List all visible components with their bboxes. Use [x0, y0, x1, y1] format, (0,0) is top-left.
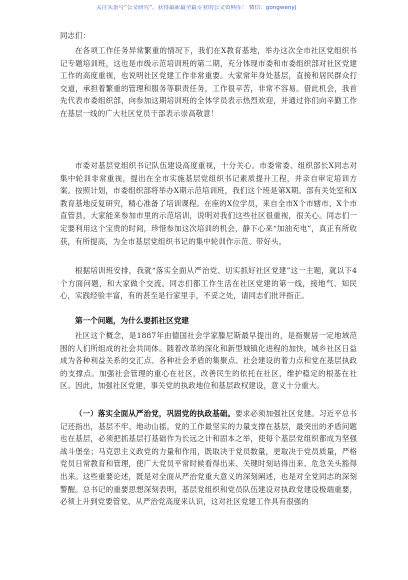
section-paragraph-1: 社区这个概念，是1887年由德国社会学家滕尼斯最早提出的，是指聚居一定地域范围的人们所组成的社会共同体。随着改革的深化和新型城镇化进程的加快，城乡社区日益成为各种利益关系的交汇点、各种社会矛盾的集聚点、社会建设的着力点和党在基层执政的支撑点。加强社会管理的重心在社区，改善民生的依托在社区，维护稳定的根基在社区。因此，加强社区党建，事关党的执政地位和基层政权建设，意义十分重大。	[60, 331, 357, 391]
subsection-heading: （一）落实全面从严治党，巩固党的执政基础。	[75, 409, 236, 418]
top-banner[interactable]: 关注头条号“公文研究”，获得最新最全最专业的公文资料库！ 微信：gongwenyj	[96, 5, 297, 11]
subsection-text: 要求必须加强社区党建。习近平总书记还指出，基层不牢、地动山摇。党的工作最坚实的力量支撑在基层，最突出的矛盾问题也在基层，必须把抓基层打基础作为长远之计和固本之举，使每个基层党组织都成为坚强战斗堡垒；马克思主义政党的力量和作用，既取决于党员数量，更取决于党员质量，严格党员日常教育和管理，使广大党员平常时候看得出来、关键时刻站得出来、危急关头豁得出来。这些重要论述，既是对全面从严治党重大意义的深刻阐述，也是对全党同志的深刻警醒。总书记的重要思想深刻表明，基层党组织和党员队伍建设对执政党建设极端重要，必须上升到党要管党、从严治党高度来认识，这对社区党建工作具有很强的	[60, 409, 357, 507]
paragraph-2: 市委对基层党组织书记队伍建设高度重视，十分关心。市委常委、组织部长X同志对集中轮训非常重视，提出在全市实施基层党组织书记素质提升工程，并亲自审定培训方案。按照计划，市委组织部将举办X期示范培训班，我们这个班是第X期。部有关处室和X教育基地反复研究，精心准备了培训课程。在座的X位学员，来自全市X个市辖市、X个市直管县，大家能来参加市里的示范培训，说明对我们这些社区很重视，很关心。同志们一定要利用这个宝贵的时间，珍惜参加这次培训的机会，静下心来“加油充电”，真正有所收获，有所提高，为全市基层党组织书记的集中轮训作示范、带好头。	[60, 161, 357, 246]
salutation: 同志们：	[60, 31, 91, 40]
section-heading: 第一个问题，为什么要抓社区党建	[75, 316, 189, 325]
paragraph-3: 根据培训班安排，我就“落实全面从严治党、切实抓好社区党建”这一主题，就以下4个方面问题，和大家做个交流。同志们都工作生活在社区党建的第一线，接地气、知民心，实践经验丰富，有的甚至是行家里手，不妥之处，请同志们批评指正。	[60, 266, 357, 301]
paragraph-1: 在各项工作任务异常繁重的情况下，我们在X教育基地，举办这次全市社区党组织书记专题培训班，这也是市级示范培训班的第二期，充分体现市委和市委组织部对社区党建工作的高度重视，也说明社区党建工作非常重要。大家常年身处基层，直接和居民群众打交道，承担着繁重的管理和服务等职责任务，工作很辛苦，非常不容易。借此机会，我首先代表市委组织部，向参加这期培训班的全体学员表示热烈欢迎，并通过你们向辛勤工作在基层一线的广大社区党员干部表示崇高敬意！	[60, 46, 357, 118]
subsection-paragraph	[60, 408, 357, 573]
